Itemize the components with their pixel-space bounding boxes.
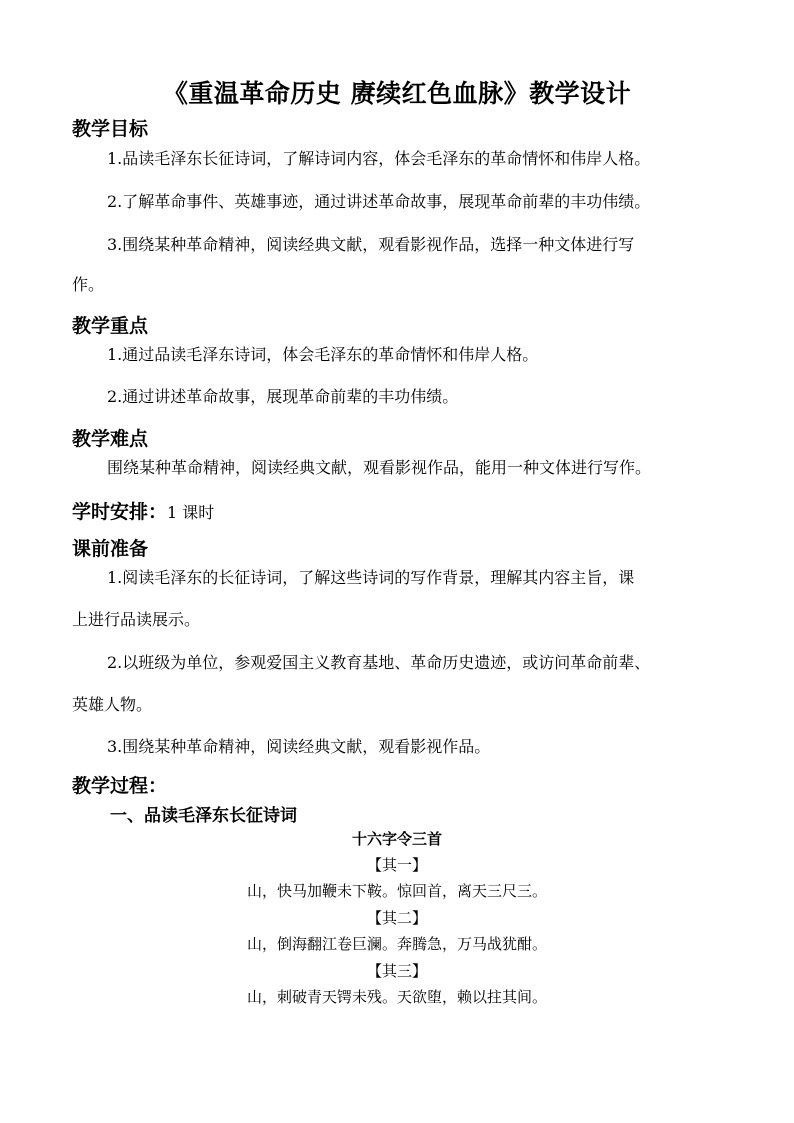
key-point-item: 1.通过品读毛泽东诗词，体会毛泽东的革命情怀和伟岸人格。 — [107, 345, 539, 364]
objective-item: 2.了解革命事件、英雄事迹，通过讲述革命故事，展现革命前辈的丰功伟绩。 — [107, 192, 651, 211]
poem-part-text: 山，刺破青天锷未残。天欲堕，赖以拄其间。 — [246, 988, 547, 1006]
preparation-line: 2.以班级为单位，参观爱国主义教育基地、革命历史遗迹，或访问革命前辈、 — [107, 653, 651, 672]
poem-part-label: 【其三】 — [366, 962, 427, 980]
schedule-value: 1 课时 — [167, 503, 215, 522]
poem-part-label: 【其一】 — [366, 856, 427, 874]
poem-part-text: 山，倒海翻江卷巨澜。奔腾急，万马战犹酣。 — [246, 935, 547, 953]
key-points-heading: 教学重点 — [72, 315, 149, 337]
preparation-line: 3.围绕某种革命精神，阅读经典文献，观看影视作品。 — [107, 737, 491, 756]
poem-title: 十六字令三首 — [351, 830, 442, 848]
objective-item-continuation: 作。 — [72, 275, 105, 294]
preparation-line: 1.阅读毛泽东的长征诗词，了解这些诗词的写作背景，理解其内容主旨，课 — [107, 568, 635, 587]
preparation-line: 英雄人物。 — [72, 695, 153, 714]
schedule-label: 学时安排： — [72, 501, 168, 523]
difficulties-text: 围绕某种革命精神，阅读经典文献，观看影视作品，能用一种文体进行写作。 — [107, 458, 652, 477]
preparation-line: 上进行品读展示。 — [72, 610, 201, 629]
key-point-item: 2.通过讲述革命故事，展现革命前辈的丰功伟绩。 — [107, 387, 459, 406]
schedule-line — [72, 497, 214, 524]
poem-part-label: 【其二】 — [366, 909, 427, 927]
process-section-title: 一、品读毛泽东长征诗词 — [110, 806, 297, 826]
objectives-heading: 教学目标 — [72, 118, 149, 140]
objective-item: 1.品读毛泽东长征诗词，了解诗词内容，体会毛泽东的革命情怀和伟岸人格。 — [107, 149, 651, 168]
preparation-heading: 课前准备 — [72, 538, 149, 560]
process-heading: 教学过程： — [72, 775, 168, 797]
document-title: 《重温革命历史 赓续红色血脉》教学设计 — [162, 79, 632, 108]
poem-part-text: 山，快马加鞭未下鞍。惊回首，离天三尺三。 — [246, 882, 547, 900]
objective-item: 3.围绕某种革命精神，阅读经典文献，观看影视作品，选择一种文体进行写 — [107, 235, 635, 254]
difficulties-heading: 教学难点 — [72, 428, 149, 450]
